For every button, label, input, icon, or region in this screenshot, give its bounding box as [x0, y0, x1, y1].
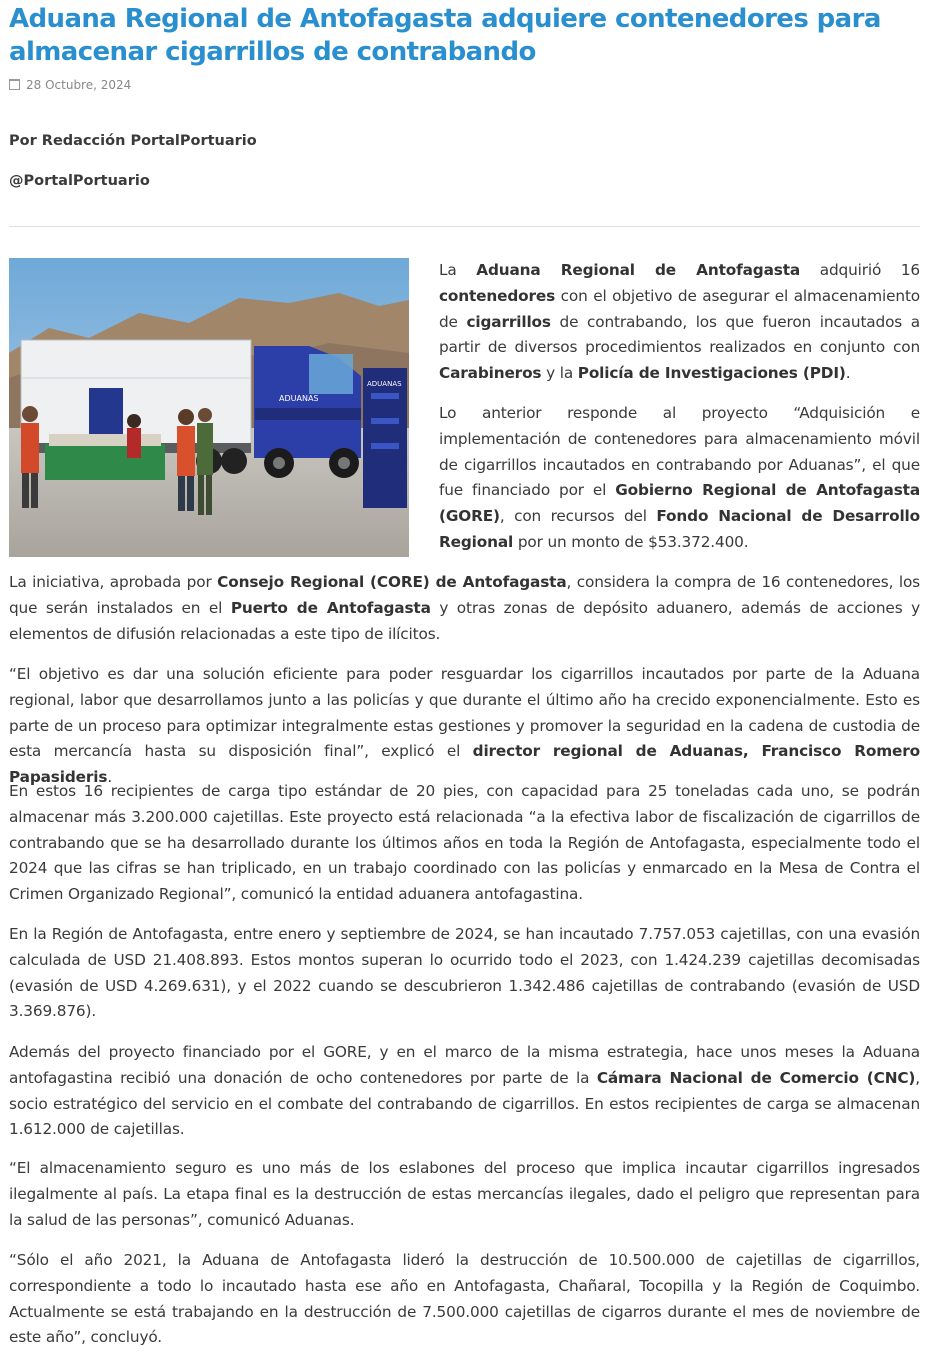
- paragraph: Lo anterior responde al proyecto “Adquisición e implementación de contenedores para almacenamiento móvil de cigarrillos incautados en contrabando por Aduanas”, el que fue financiado por el Gobierno Regional de Antofagasta (GORE), con recursos del Fondo Nacional de Desarrollo Regional por un monto de $53.372.400.: [439, 403, 920, 551]
- bold-term: Policía de Investigaciones (PDI): [577, 364, 846, 383]
- paragraph: La Aduana Regional de Antofagasta adquirió 16 contenedores con el objetivo de asegurar el almacenamiento de cigarrillos de contrabando, los que fueron incautados a partir de diversos procedimientos realizados en conjunto con Carabineros y la Policía de Investigaciones (PDI).: [439, 261, 921, 383]
- bold-term: Aduana Regional de Antofagasta: [476, 261, 801, 279]
- bold-term: Cámara Nacional de Comercio (CNC): [596, 1068, 916, 1087]
- paragraph: La iniciativa, aprobada por Consejo Regional (CORE) de Antofagasta, considera la compra de 16 contenedores, los que serán instalados en el Puerto de Antofagasta y otras zonas de depósito aduanero, además de acciones y elementos de difusión relacionadas a este tipo de ilícitos.: [9, 573, 920, 643]
- paragraph: En estos 16 recipientes de carga tipo estándar de 20 pies, con capacidad para 25 toneladas cada uno, se podrán almacenar más 3.200.000 cajetillas. Este proyecto está relacionada “a la efectiva labor de fiscalización de cigarrillos de contrabando que se ha desarrollado durante los últimos años en toda la Región de Antofagasta, especialmente todo el 2024 que las cifras se han triplicado, en un trabajo coordinado con las policías y enmarcado en la Mesa de Contra el Crimen Organizado Regional”, comunicó la entidad aduanera antofagastina.: [9, 782, 920, 904]
- paragraph: “Sólo el año 2021, la Aduana de Antofagasta lideró la destrucción de 10.500.000 de cajetillas de cigarrillos, correspondiente a todo lo incautado hasta ese año en Antofagasta, Chañaral, Tocopilla y la Región de Coquimbo. Actualmente se está trabajando en la destrucción de 7.500.000 cajetillas de cigarros durante el mes de noviembre de este año”, concluyó.: [9, 1251, 920, 1347]
- bold-term: Carabineros: [439, 364, 542, 383]
- date-text: 28 Octubre, 2024: [26, 78, 132, 92]
- calendar-icon: [9, 79, 20, 90]
- bold-term: Fondo Nacional de Desarrollo Regional: [439, 507, 920, 551]
- byline: Por Redacción PortalPortuario: [9, 133, 257, 149]
- bold-term: director regional de Aduanas, Francisco Romero Papasideris: [9, 742, 920, 787]
- article-photo: [9, 258, 409, 557]
- paragraph: En la Región de Antofagasta, entre enero y septiembre de 2024, se han incautado 7.757.053 cajetillas, con una evasión calculada de USD 21.408.893. Estos montos superan lo ocurrido todo el 2023, con 1.424.239 cajetillas decomisadas (evasión de USD 4.269.631), y el 2022 cuando se descubrieron 1.342.486 cajetillas de contrabando (evasión de USD 3.369.876).: [9, 925, 920, 1021]
- paragraph: Además del proyecto financiado por el GORE, y en el marco de la misma estrategia, hace unos meses la Aduana antofagastina recibió una donación de ocho contenedores por parte de la Cámara Nacional de Comercio (CNC), socio estratégico del servicio en el combate del contrabando de cigarrillos. En estos recipientes de carga se almacenan 1.612.000 de cajetillas.: [9, 1043, 920, 1139]
- article-date: [9, 77, 920, 93]
- article-title: Aduana Regional de Antofagasta adquiere contenedores para almacenar cigarrillos de contrabando: [9, 4, 881, 67]
- bold-term: cigarrillos: [466, 312, 551, 331]
- paragraph: “El objetivo es dar una solución eficiente para poder resguardar los cigarrillos incautados por parte de la Aduana regional, labor que desarrollamos junto a las policías y que durante el último año ha crecido exponencialmente. Esto es parte de un proceso para optimizar integralmente estas gestiones y promover la seguridad en la cadena de custodia de esta mercancía hasta su disposición final”, explicó el director regional de Aduanas, Francisco Romero Papasideris.: [9, 665, 920, 787]
- bold-term: Puerto de Antofagasta: [230, 598, 431, 617]
- bold-term: Gobierno Regional de Antofagasta (GORE): [439, 481, 920, 526]
- divider: [9, 226, 920, 227]
- bold-term: Consejo Regional (CORE) de Antofagasta: [217, 573, 567, 591]
- intro-column: [439, 258, 920, 556]
- truck-label: ADUANAS: [279, 394, 319, 403]
- author-handle: @PortalPortuario: [9, 173, 150, 189]
- bold-term: contenedores: [439, 286, 556, 305]
- article: [9, 0, 921, 1347]
- paragraph: “El almacenamiento seguro es uno más de los eslabones del proceso que implica incautar cigarrillos ingresados ilegalmente al país. La etapa final es la destrucción de estas mercancías ilegales, dado el peligro que representan para la salud de las personas”, comunicó Aduanas.: [9, 1159, 920, 1229]
- banner-label: ADUANAS: [367, 380, 402, 388]
